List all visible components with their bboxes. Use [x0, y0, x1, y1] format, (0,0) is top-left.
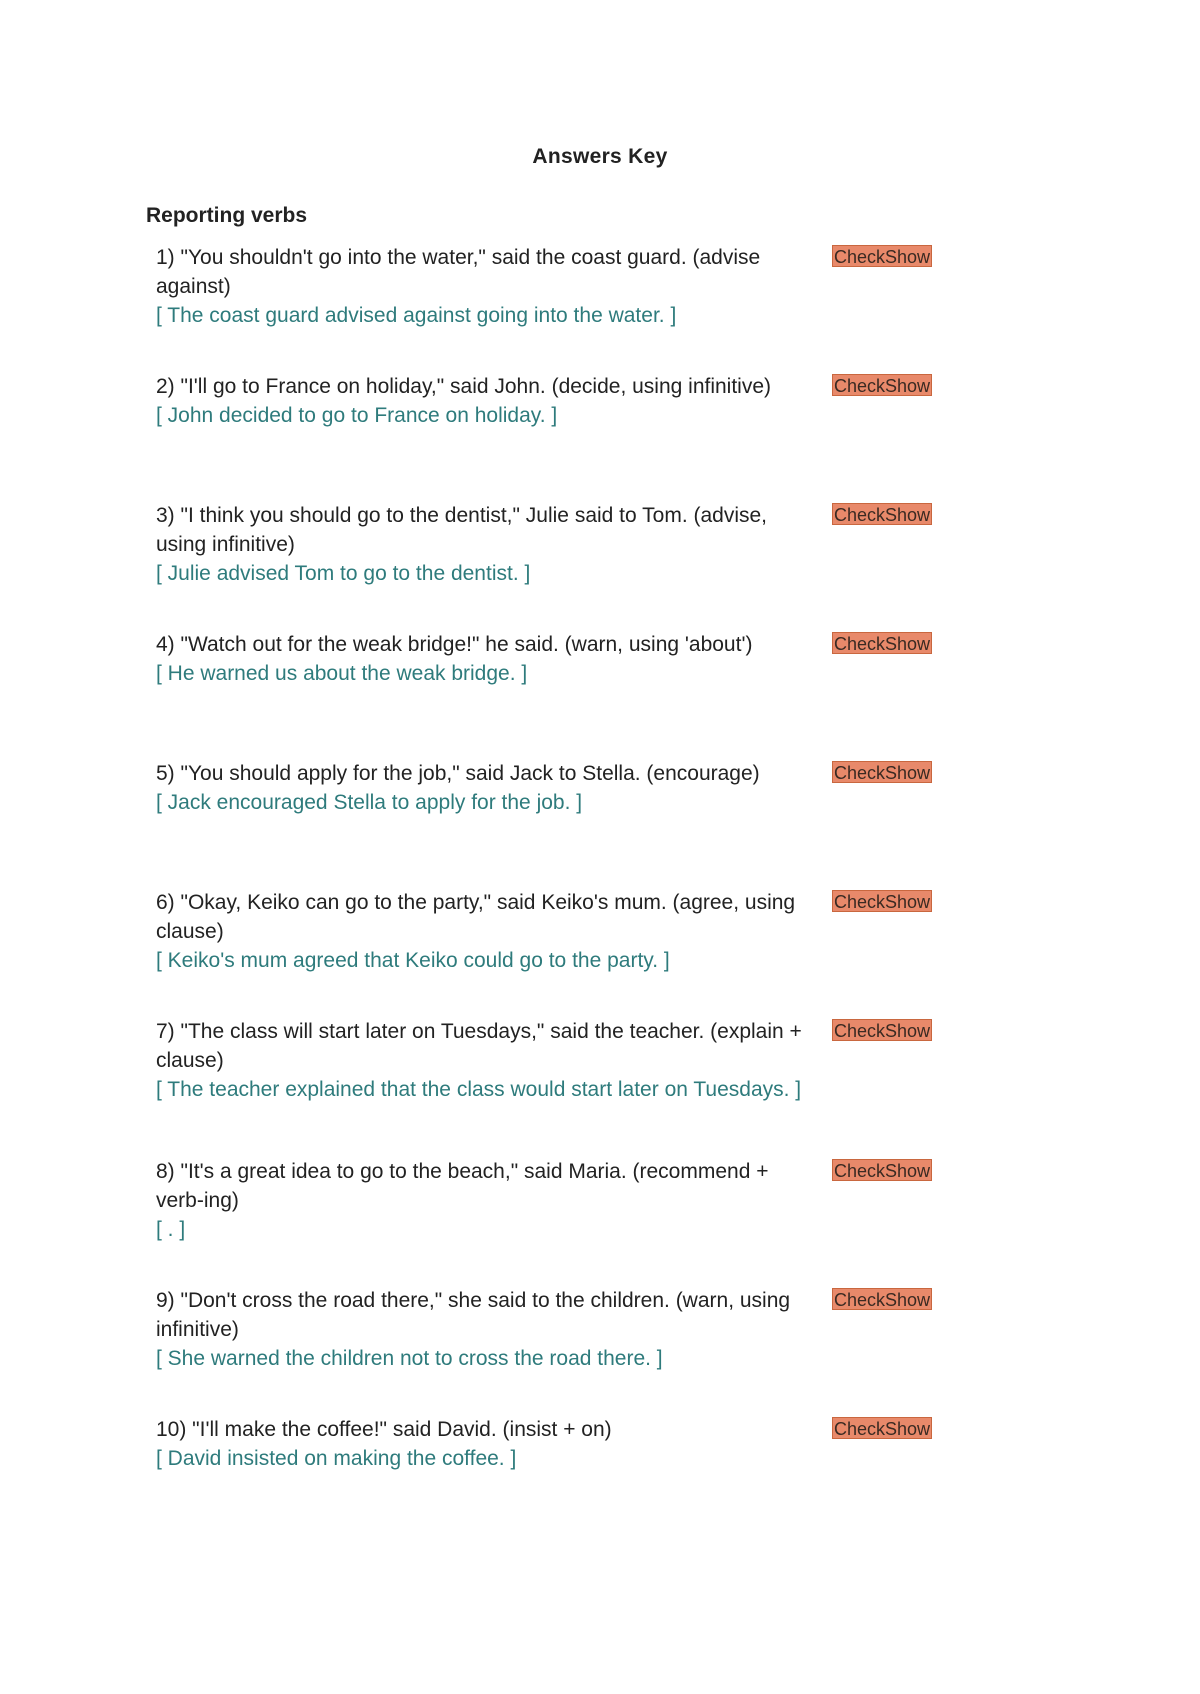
check-show-button-10[interactable]: CheckShow [833, 1419, 931, 1439]
check-show-button-6[interactable]: CheckShow [833, 892, 931, 912]
question-2 [156, 372, 816, 430]
question-7 [156, 1017, 816, 1104]
question-1 [156, 243, 816, 330]
question-8 [156, 1157, 816, 1244]
question-text: 9) "Don't cross the road there," she said to the children. (warn, using infinitive) [156, 1289, 791, 1341]
check-show-button-3[interactable]: CheckShow [833, 505, 931, 525]
question-text: 8) "It's a great idea to go to the beach," said Maria. (recommend + verb-ing) [156, 1160, 769, 1212]
question-text: 3) "I think you should go to the dentist," Julie said to Tom. (advise, using infinitive) [156, 504, 768, 556]
check-show-button-4[interactable]: CheckShow [833, 634, 931, 654]
page-title: Answers Key [532, 145, 668, 168]
question-answer: [ Jack encouraged Stella to apply for the job. ] [156, 791, 583, 814]
question-answer: [ . ] [156, 1218, 186, 1241]
question-text: 1) "You shouldn't go into the water," said the coast guard. (advise against) [156, 246, 761, 298]
check-show-button-7[interactable]: CheckShow [833, 1021, 931, 1041]
question-6 [156, 888, 816, 975]
section-title: Reporting verbs [146, 204, 308, 227]
question-text: 6) "Okay, Keiko can go to the party," said Keiko's mum. (agree, using clause) [156, 891, 796, 943]
question-text: 4) "Watch out for the weak bridge!" he said. (warn, using 'about') [156, 633, 753, 656]
question-answer: [ Julie advised Tom to go to the dentist. ] [156, 562, 531, 585]
question-text: 2) "I'll go to France on holiday," said John. (decide, using infinitive) [156, 375, 772, 398]
check-show-button-1[interactable]: CheckShow [833, 247, 931, 267]
question-answer: [ He warned us about the weak bridge. ] [156, 662, 528, 685]
question-text: 7) "The class will start later on Tuesdays," said the teacher. (explain + clause) [156, 1020, 802, 1072]
question-10 [156, 1415, 816, 1473]
question-4 [156, 630, 816, 688]
question-text: 5) "You should apply for the job," said Jack to Stella. (encourage) [156, 762, 760, 785]
check-show-button-2[interactable]: CheckShow [833, 376, 931, 396]
question-answer: [ David insisted on making the coffee. ] [156, 1447, 517, 1470]
check-show-button-9[interactable]: CheckShow [833, 1290, 931, 1310]
question-answer: [ John decided to go to France on holiday. ] [156, 404, 558, 427]
question-answer: [ The teacher explained that the class would start later on Tuesdays. ] [156, 1078, 802, 1101]
question-5 [156, 759, 816, 817]
question-text: 10) "I'll make the coffee!" said David. (insist + on) [156, 1418, 612, 1441]
question-answer: [ She warned the children not to cross the road there. ] [156, 1347, 663, 1370]
question-answer: [ The coast guard advised against going into the water. ] [156, 304, 677, 327]
question-3 [156, 501, 816, 588]
check-show-button-8[interactable]: CheckShow [833, 1161, 931, 1181]
check-show-button-5[interactable]: CheckShow [833, 763, 931, 783]
question-answer: [ Keiko's mum agreed that Keiko could go to the party. ] [156, 949, 670, 972]
question-9 [156, 1286, 816, 1373]
